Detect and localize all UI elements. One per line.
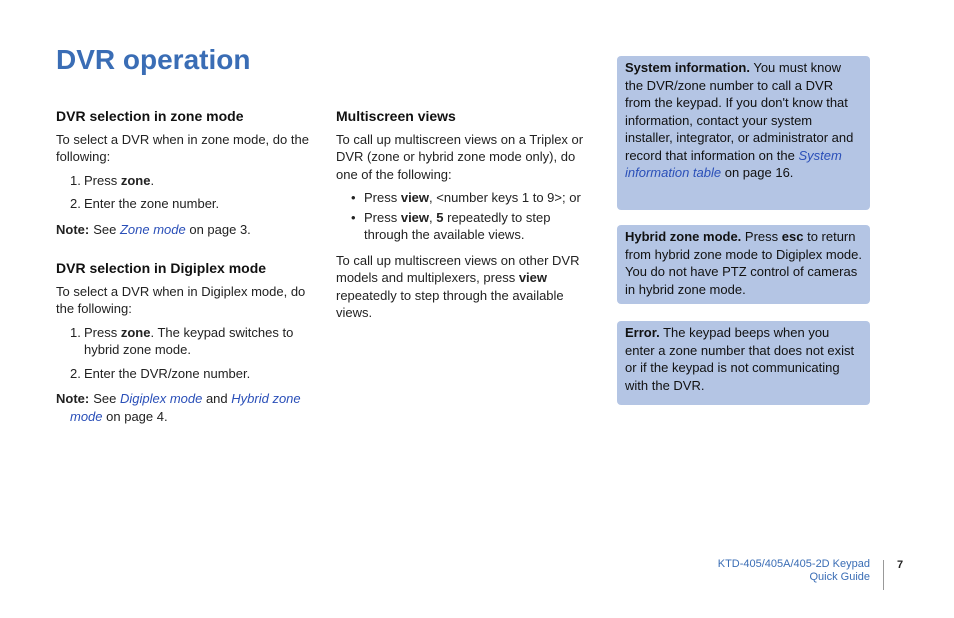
paragraph: To call up multiscreen views on other DVR models and multiplexers, press view repeatedly to step through the available views.: [336, 252, 580, 320]
hybrid-zone-mode-box: Hybrid zone mode. Press esc to return from hybrid zone mode to Digiplex mode. You do not have PTZ control of cameras in hybrid zone mode.: [617, 225, 870, 304]
list-item: 1. Press zone.: [70, 172, 155, 188]
list-item: 2. Enter the zone number.: [70, 196, 220, 211]
steps-list: [56, 324, 314, 383]
page-number: 7: [897, 559, 904, 571]
link-zone-mode[interactable]: Zone mode: [119, 221, 186, 237]
section-heading-multiscreen: Multiscreen views: [336, 108, 456, 124]
page-title: DVR operation: [56, 44, 251, 75]
steps-list: [56, 172, 314, 213]
system-information-box: System information. You must know the DVR/zone number to call a DVR from the keypad. If you don't know that information, contact your system installer, integrator, or administrator and record that information on the System information table on page 16.: [617, 56, 870, 210]
footer-title: KTD-405/405A/405-2D Keypad Quick Guide: [717, 558, 870, 583]
link-digiplex-mode[interactable]: Digiplex mode: [119, 391, 203, 406]
note: Note: See Zone mode on page 3.: [56, 221, 251, 237]
section-heading-zone-mode: DVR selection in zone mode: [56, 108, 244, 124]
list-item: • Press view, <number keys 1 to 9>; or: [351, 190, 581, 205]
section-intro: To select a DVR when in zone mode, do the following:: [56, 131, 309, 164]
left-column: [56, 108, 314, 425]
section-intro: To select a DVR when in Digiplex mode, do the following:: [56, 283, 306, 316]
footer-divider: [883, 560, 884, 590]
middle-column: [336, 108, 592, 322]
list-item: • Press view, 5 repeatedly to step through the available views.: [351, 209, 551, 242]
bullet-list: [336, 189, 592, 244]
list-item: 2. Enter the DVR/zone number.: [70, 365, 251, 381]
section-heading-digiplex-mode: DVR selection in Digiplex mode: [56, 260, 267, 276]
section-intro: To call up multiscreen views on a Triplex or DVR (zone or hybrid zone mode only), do one of the following:: [336, 131, 584, 182]
link-system-information-table[interactable]: System information table: [625, 147, 842, 180]
note: Note: See Digiplex mode and Hybrid zone mode on page 4.: [56, 391, 301, 424]
link-hybrid-zone-mode[interactable]: Hybrid zone mode: [70, 391, 301, 424]
list-item: 1. Press zone. The keypad switches to hybrid zone mode.: [70, 324, 294, 357]
error-box: Error. The keypad beeps when you enter a zone number that does not exist or if the keypad is not communicating with the DVR.: [617, 321, 870, 405]
